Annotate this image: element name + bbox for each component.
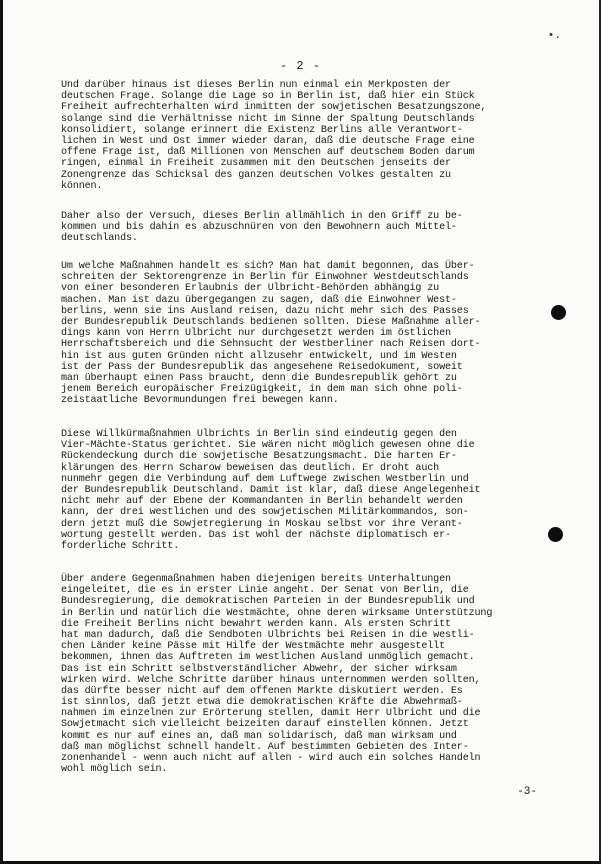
text-line: Rückendeckung durch die sowjetische Besatzungsmacht. Die harten Er- bbox=[61, 451, 457, 463]
text-line: klärungen des Herrn Scharow beweisen das deutlich. Er droht auch bbox=[61, 462, 440, 474]
text-line: wortung gestellt werden. Das ist wohl der nächste diplomatisch er- bbox=[61, 529, 451, 541]
corner-mark: •. bbox=[547, 30, 561, 42]
text-line: ringen, einmal in Freiheit zusammen mit den Deutschen jenseits der bbox=[61, 158, 451, 170]
text-line: können. bbox=[61, 180, 103, 192]
paragraph-5 bbox=[61, 574, 557, 775]
text-line: wirken wird. Welche Schritte darüber hinaus unternommen werden sollten, bbox=[61, 674, 481, 686]
text-line: von einer besonderen Erlaubnis der Ulbricht-Behörden abhängig zu bbox=[61, 283, 440, 295]
text-line: wohl möglich sein. bbox=[61, 764, 168, 776]
text-line: kann, der drei westlichen und des sowjetischen Militärkommandos, son- bbox=[61, 507, 469, 519]
text-line: Über andere Gegenmaßnahmen haben diejenigen bereits Unterhaltungen bbox=[61, 574, 451, 585]
text-line: Bundesregierung, die demokratischen Parteien in der Bundesrepublik und bbox=[61, 596, 475, 608]
text-line: Zonengrenze das Schicksal des ganzen deutschen Volkes gestalten zu bbox=[61, 169, 451, 181]
text-line: bekommen, ihnen das Auftreten im westlichen Ausland unmöglich gemacht. bbox=[61, 652, 475, 664]
text-line: daß man möglichst schnell handelt. Auf bestimmten Gebieten des Inter- bbox=[61, 741, 469, 753]
text-line: Diese Willkürmaßnahmen Ulbrichts in Berlin sind eindeutig gegen den bbox=[61, 429, 457, 440]
text-line: nahmen im einzelnen zur Erörterung stellen, damit Herr Ulbricht und die bbox=[61, 708, 481, 720]
text-line: dings kann von Herrn Ulbricht nur durchgesetzt werden im östlichen bbox=[61, 328, 451, 340]
text-line: Daher also der Versuch, dieses Berlin allmählich in den Griff zu be- bbox=[61, 211, 463, 222]
page-number: - 2 - bbox=[279, 59, 321, 73]
text-line: zonenhandel - wenn auch nicht auf allen - wird auch ein solches Handeln bbox=[61, 753, 481, 764]
text-line: ist sinnlos, daß jetzt etwa die demokratischen Kräfte die Abwehrmaß- bbox=[61, 697, 463, 709]
paragraph-1 bbox=[61, 80, 557, 192]
text-line: berlins, wenn sie ins Ausland reisen, dazu nicht mehr sich des Passes bbox=[61, 305, 469, 317]
text-line: konsolidiert, solange erinnert die Existenz Berlins alle Verantwort- bbox=[61, 124, 463, 136]
text-line: Das ist ein Schritt selbstverständlicher Abwehr, der sicher wirksam bbox=[61, 663, 457, 675]
text-line: machen. Man ist dazu übergegangen zu sagen, daß die Einwohner West- bbox=[61, 294, 457, 306]
text-line: eingeleitet, die es in erster Linie angeht. Der Senat von Berlin, die bbox=[61, 585, 469, 597]
text-line: man überhaupt einen Pass braucht, denn die Bundesrepublik gehört zu bbox=[61, 372, 457, 384]
text-line: dern jetzt muß die Sowjetregierung in Moskau selbst vor ihre Verant- bbox=[61, 518, 463, 530]
next-page-marker: -3- bbox=[517, 786, 537, 798]
text-line: nunmehr gegen die Verbindung auf dem Luftwege zwischen Westberlin und bbox=[61, 473, 469, 485]
text-line: offene Frage ist, daß Millionen von Menschen auf deutschem Boden darum bbox=[61, 147, 475, 159]
text-line: chen Länder keine Pässe mit Hilfe der Westmächte mehr ausgestellt bbox=[61, 641, 445, 653]
text-line: hin ist aus guten Gründen nicht allzusehr entwickelt, und im Westen bbox=[61, 350, 457, 362]
text-line: solange sind die Verhältnisse nicht im Sinne der Spaltung Deutschlands bbox=[61, 113, 475, 125]
punch-hole bbox=[551, 305, 566, 320]
paragraph-2 bbox=[61, 211, 557, 245]
text-line: Und darüber hinaus ist dieses Berlin nun einmal ein Merkposten der bbox=[61, 80, 451, 91]
punch-hole bbox=[548, 527, 563, 542]
text-line: deutschen Frage. Solange die Lage so in Berlin ist, daß hier ein Stück bbox=[61, 91, 475, 103]
text-line: Freiheit aufrechterhalten wird inmitten der sowjetischen Besatzungszone, bbox=[61, 102, 487, 114]
text-line: ist der Pass der Bundesrepublik das angesehene Reisedokument, soweit bbox=[61, 361, 463, 373]
paragraph-4 bbox=[61, 429, 557, 552]
text-line: der Bundesrepublik Deutschland. Damit ist klar, daß diese Angelegenheit bbox=[61, 484, 481, 496]
text-line: hat man dadurch, daß die Sendboten Ulbrichts bei Reisen in die westli- bbox=[61, 629, 475, 641]
text-line: kommt es nur auf eines an, daß man solidarisch, daß man wirksam und bbox=[61, 730, 457, 742]
text-line: die Freiheit Berlins nicht bewahrt werden kann. Als ersten Schritt bbox=[61, 618, 451, 630]
text-line: kommen und bis dahin es abzuschnüren von den Bewohnern auch Mittel- bbox=[61, 222, 457, 234]
text-line: schreiten der Sektorengrenze in Berlin für Einwohner Westdeutschlands bbox=[61, 272, 469, 284]
text-line: Herrschaftsbereich und die Sehnsucht der Westberliner nach Reisen dort- bbox=[61, 339, 481, 351]
text-line: das dürfte besser nicht auf dem offenen Markte diskutiert werden. Es bbox=[61, 685, 463, 697]
text-line: Vier-Mächte-Status gerichtet. Sie wären nicht möglich gewesen ohne die bbox=[61, 440, 475, 452]
text-line: nicht mehr auf der Ebene der Kommandanten in Berlin behandelt werden bbox=[61, 496, 463, 508]
text-line: Sowjetmacht sich vielleicht beizeiten darauf einstellen können. Jetzt bbox=[61, 719, 469, 731]
scan-border-left bbox=[0, 0, 3, 864]
text-line: jenem Bereich europäischer Freizügigkeit, in dem man sich ohne poli- bbox=[61, 384, 463, 396]
text-line: zeistaatliche Bevormundungen frei bewegen kann. bbox=[61, 395, 339, 407]
text-line: forderliche Schritt. bbox=[61, 540, 180, 552]
text-line: deutschlands. bbox=[61, 233, 138, 245]
text-line: Um welche Maßnahmen handelt es sich? Man hat damit begonnen, das Über- bbox=[61, 261, 475, 272]
text-line: der Bundesrepublik Deutschlands bedienen sollten. Diese Maßnahme aller- bbox=[61, 316, 481, 328]
text-line: lichen in West und Ost immer wieder daran, daß die deutsche Frage eine bbox=[61, 135, 475, 147]
paragraph-3 bbox=[61, 261, 557, 406]
text-line: in Berlin und natürlich die Westmächte, ohne deren wirksame Unterstützung bbox=[61, 607, 493, 619]
